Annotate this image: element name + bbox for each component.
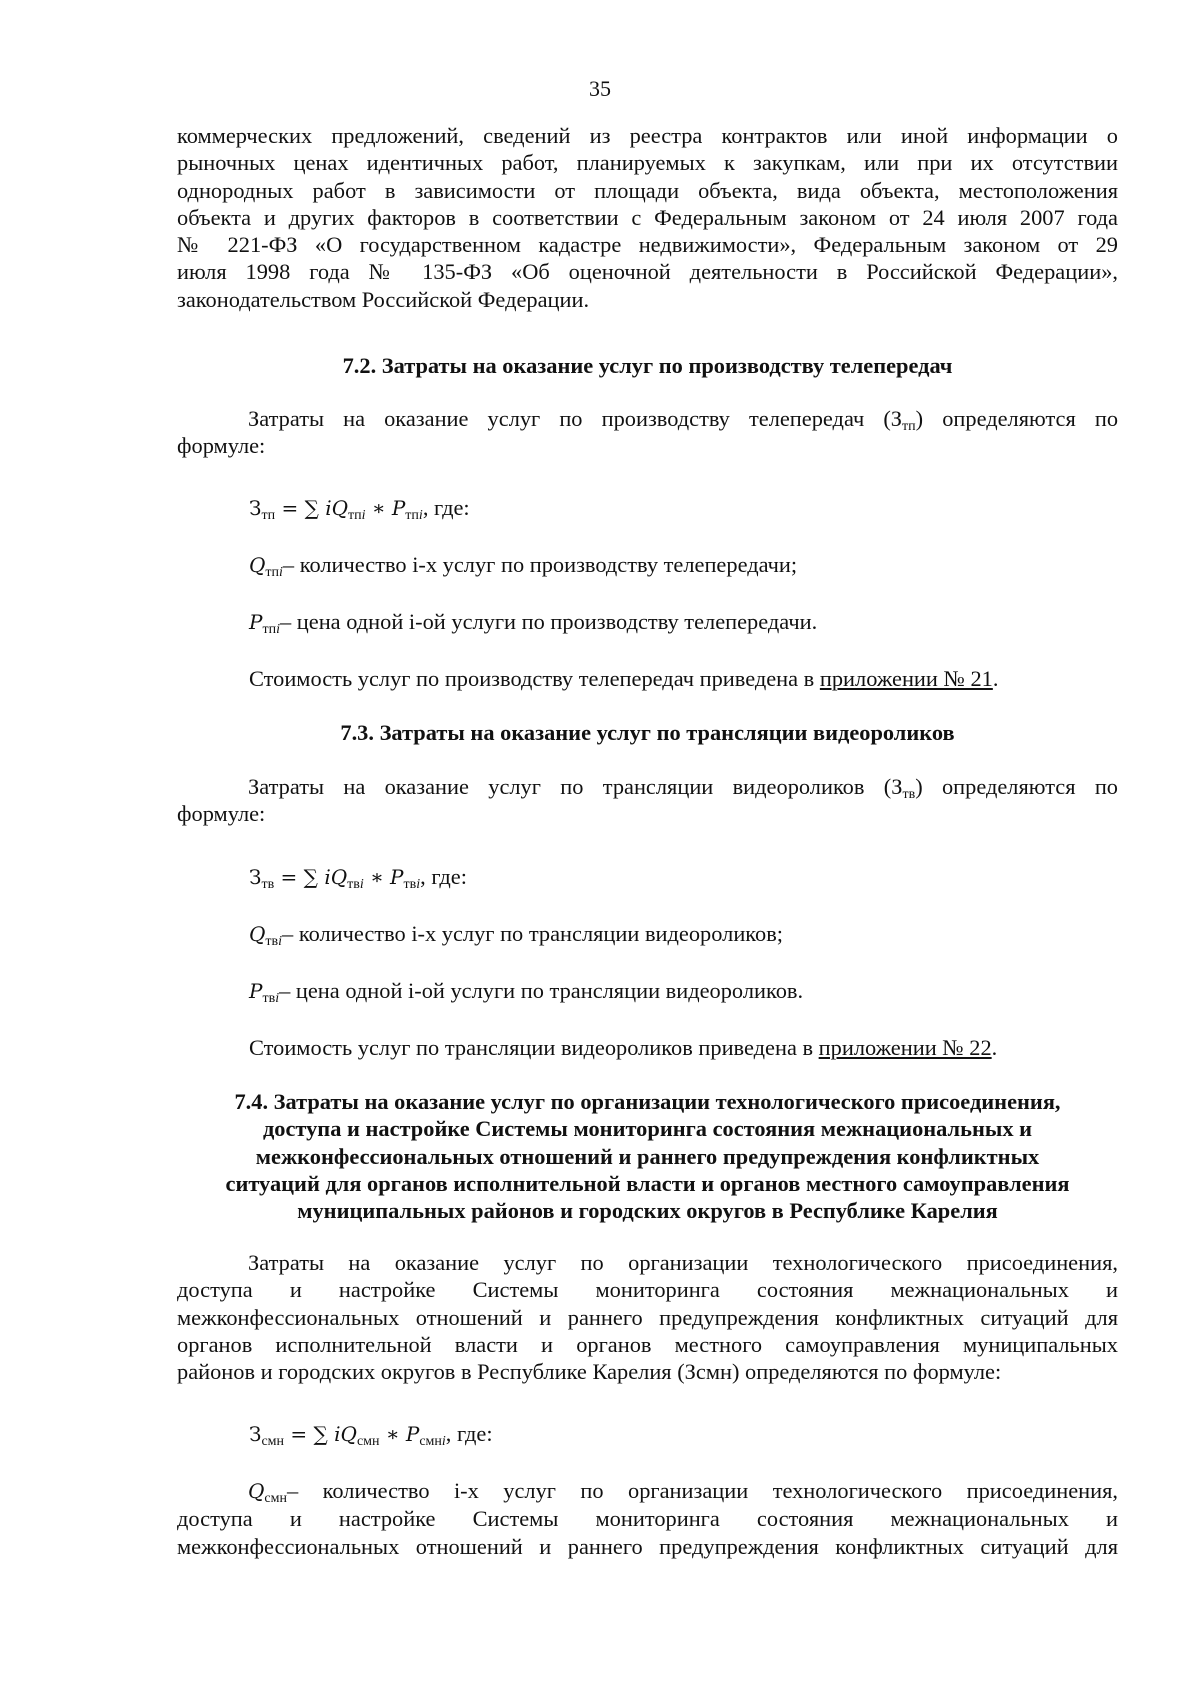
section-heading-7-2: 7.2. Затраты на оказание услуг по производству телепередач [342, 353, 953, 378]
section-7-4-intro [177, 1249, 1118, 1385]
heading-line: доступа и настройке Системы мониторинга состояния межнациональных и [262, 1116, 1033, 1142]
appendix-link[interactable]: приложении № 21 [819, 666, 993, 691]
text-line: формуле: [177, 801, 266, 827]
text-line: коммерческих предложений, сведений из реестра контрактов или иной информации о [177, 123, 1118, 148]
variable-definition: $P_{тпi}-$ цена одной i-ой услуги по производству телепередачи. [249, 609, 818, 637]
text-line: доступа и настройке Системы мониторинга состояния межнациональных и [177, 1277, 1118, 1303]
formula-7-3: $З_{тв}$ = ∑ $iQ_{твi}$ ∗ $P_{твi}$, где: [249, 864, 467, 892]
appendix-link[interactable]: приложении № 22 [818, 1035, 992, 1060]
text-line: Затраты на оказание услуг по трансляции видеороликов $(З_{тв})$ определяются по [248, 774, 1119, 802]
text-line: июля 1998 года № 135-ФЗ «Об оценочной деятельности в Российской Федерации», [177, 259, 1118, 285]
intro-paragraph [177, 122, 1118, 313]
cost-reference-7-2: Стоимость услуг по производству телепередач приведена в приложении № 21. [249, 666, 999, 691]
heading-line: ситуаций для органов исполнительной власти и органов местного самоуправления [225, 1170, 1070, 1196]
heading-line: муниципальных районов и городских округов в Республике Карелия [297, 1198, 998, 1224]
page-number: 35 [589, 76, 611, 101]
variable-definition: $P_{твi}-$ цена одной i-ой услуги по трансляции видеороликов. [249, 978, 804, 1006]
heading-line: межконфессиональных отношений и раннего предупреждения конфликтных [255, 1143, 1040, 1169]
section-heading-7-4 [177, 1088, 1118, 1224]
text-line: доступа и настройке Системы мониторинга состояния межнациональных и [177, 1506, 1118, 1532]
text-line: объекта и других факторов в соответствии с Федеральным законом от 24 июля 2007 года [177, 204, 1118, 230]
variable-definition: $Q_{тпi}-$ количество i-х услуг по производству телепередачи; [249, 552, 798, 580]
text-line: рыночных ценах идентичных работ, планируемых к закупкам, или при их отсутствии [177, 150, 1118, 176]
section-7-2-intro [177, 405, 1118, 460]
text-line: Затраты на оказание услуг по производству телепередач $(З_{тп})$ определяются по [248, 406, 1119, 434]
section-7-4-q-definition [177, 1477, 1118, 1560]
text-line: законодательством Российской Федерации. [177, 286, 590, 312]
cost-reference-7-3: Стоимость услуг по трансляции видеороликов приведена в приложении № 22. [249, 1035, 998, 1060]
text-line: районов и городских округов в Республике Карелия (Зсмн) определяются по формуле: [177, 1359, 1002, 1385]
text-line: межконфессиональных отношений и раннего предупреждения конфликтных ситуаций для [177, 1304, 1118, 1330]
text-line: № 221-ФЗ «О государственном кадастре недвижимости», Федеральным законом от 29 [177, 232, 1118, 258]
section-heading-7-3: 7.3. Затраты на оказание услуг по трансляции видеороликов [340, 720, 955, 745]
section-7-3-intro [177, 773, 1118, 828]
formula-7-2: $З_{тп}$ = ∑ $iQ_{тпi}$ ∗ $P_{тпi}$, где: [249, 495, 470, 523]
formula-7-4: $З_{смн}$ = ∑ $iQ_{смн}$ ∗ $P_{смнi}$, где: [249, 1421, 493, 1449]
text-line: однородных работ в зависимости от площади объекта, вида объекта, местоположения [177, 177, 1118, 203]
text-line: органов исполнительной власти и органов местного самоуправления муниципальных [177, 1331, 1118, 1357]
text-line: формуле: [177, 433, 266, 459]
heading-line: 7.4. Затраты на оказание услуг по организации технологического присоединения, [234, 1089, 1061, 1114]
variable-definition: $Q_{твi}-$ количество i-х услуг по трансляции видеороликов; [249, 921, 784, 949]
text-line: межконфессиональных отношений и раннего предупреждения конфликтных ситуаций для [177, 1533, 1118, 1559]
text-line: Затраты на оказание услуг по организации технологического присоединения, [248, 1250, 1118, 1275]
text-line: $Q_{смн}-$ количество i-х услуг по организации технологического присоединения, [248, 1478, 1118, 1506]
